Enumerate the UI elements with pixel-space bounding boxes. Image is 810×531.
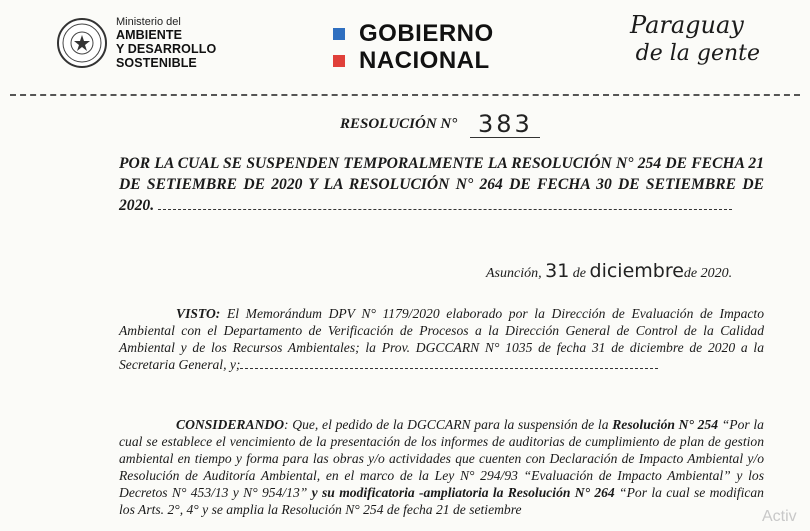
considerando-lead: CONSIDERANDO	[176, 417, 285, 432]
seal-star-icon	[59, 20, 105, 66]
ministry-line1: AMBIENTE	[116, 28, 183, 43]
visto-text: El Memorándum DPV N° 1179/2020 elaborado por la Dirección de Evaluación de Impacto Ambiental con el Departamento de Verificación de Procesos a la Dirección General de Control de la Calidad Ambiental y de los Recursos Ambientales; la Prov. DGCCARN N° 1035 de fecha 31 de diciembre de 2020 a la Secretaria General, y;	[119, 306, 764, 372]
ministry-seal	[57, 18, 107, 68]
date-suffix: de 2020.	[683, 266, 733, 281]
considerando-paragraph	[119, 416, 764, 518]
considerando-text-2: “Por la cual se establece el vencimiento de la presentación de los informes de auditorias de cumplimiento de plan de gestion ambiental en tiempo y forma para las obras y/o actividades que cuenten con Declaración de Impacto Ambiental y/o Resolución de Auditoría Ambiental, en el marco de la Ley N° 294/93 “Evaluación de Impacto Ambiental” y los Decretos N° 453/13 y N° 954/13”	[119, 417, 764, 500]
ministry-line3: SOSTENIBLE	[116, 56, 197, 71]
red-square-icon	[333, 55, 345, 67]
title-dash-fill	[158, 209, 732, 210]
resolution-label: RESOLUCIÓN N°	[340, 116, 458, 132]
considerando-bold-1: Resolución N° 254	[612, 417, 719, 432]
ministry-line2: Y DESARROLLO	[116, 42, 217, 57]
date-month: diciembre	[589, 260, 684, 282]
visto-lead: VISTO:	[176, 306, 221, 321]
resolution-number: 383	[478, 110, 533, 138]
date-de: de	[572, 266, 587, 281]
gobierno-text: GOBIERNO	[359, 19, 494, 47]
activation-watermark: Activ	[762, 508, 797, 525]
date-day: 31	[545, 260, 570, 282]
gobierno-nacional-logo	[333, 20, 494, 74]
visto-paragraph	[119, 305, 764, 373]
considerando-bold-2: y su modificatoria -ampliatoria la Resolución N° 264	[311, 485, 615, 500]
visto-dash-fill	[240, 368, 658, 369]
ministry-name	[116, 16, 216, 70]
date-prefix: Asunción,	[486, 266, 542, 281]
considerando-text-1: : Que, el pedido de la DGCCARN para la suspensión de la	[284, 417, 613, 432]
paraguay-slogan	[628, 10, 768, 68]
date-line	[486, 260, 732, 282]
header-divider	[10, 94, 800, 96]
nacional-text: NACIONAL	[359, 46, 490, 74]
blue-square-icon	[333, 28, 345, 40]
slogan-line2: de la gente	[635, 41, 760, 66]
resolution-title	[119, 153, 764, 216]
considerando-text-3: “Por la cual se modifican los Arts. 2°, 4° y se amplia la Resolución N° 254 de fecha 21 de setiembre	[119, 485, 764, 517]
slogan-line1: Paraguay	[630, 11, 744, 39]
resolution-number-underline	[470, 137, 540, 138]
ministry-prefix: Ministerio del	[116, 16, 181, 28]
title-text: POR LA CUAL SE SUSPENDEN TEMPORALMENTE LA RESOLUCIÓN N° 254 DE FECHA 21 DE SETIEMBRE DE 2020 Y LA RESOLUCIÓN N° 264 DE FECHA 30 DE SETIEMBRE DE 2020.	[119, 155, 764, 214]
